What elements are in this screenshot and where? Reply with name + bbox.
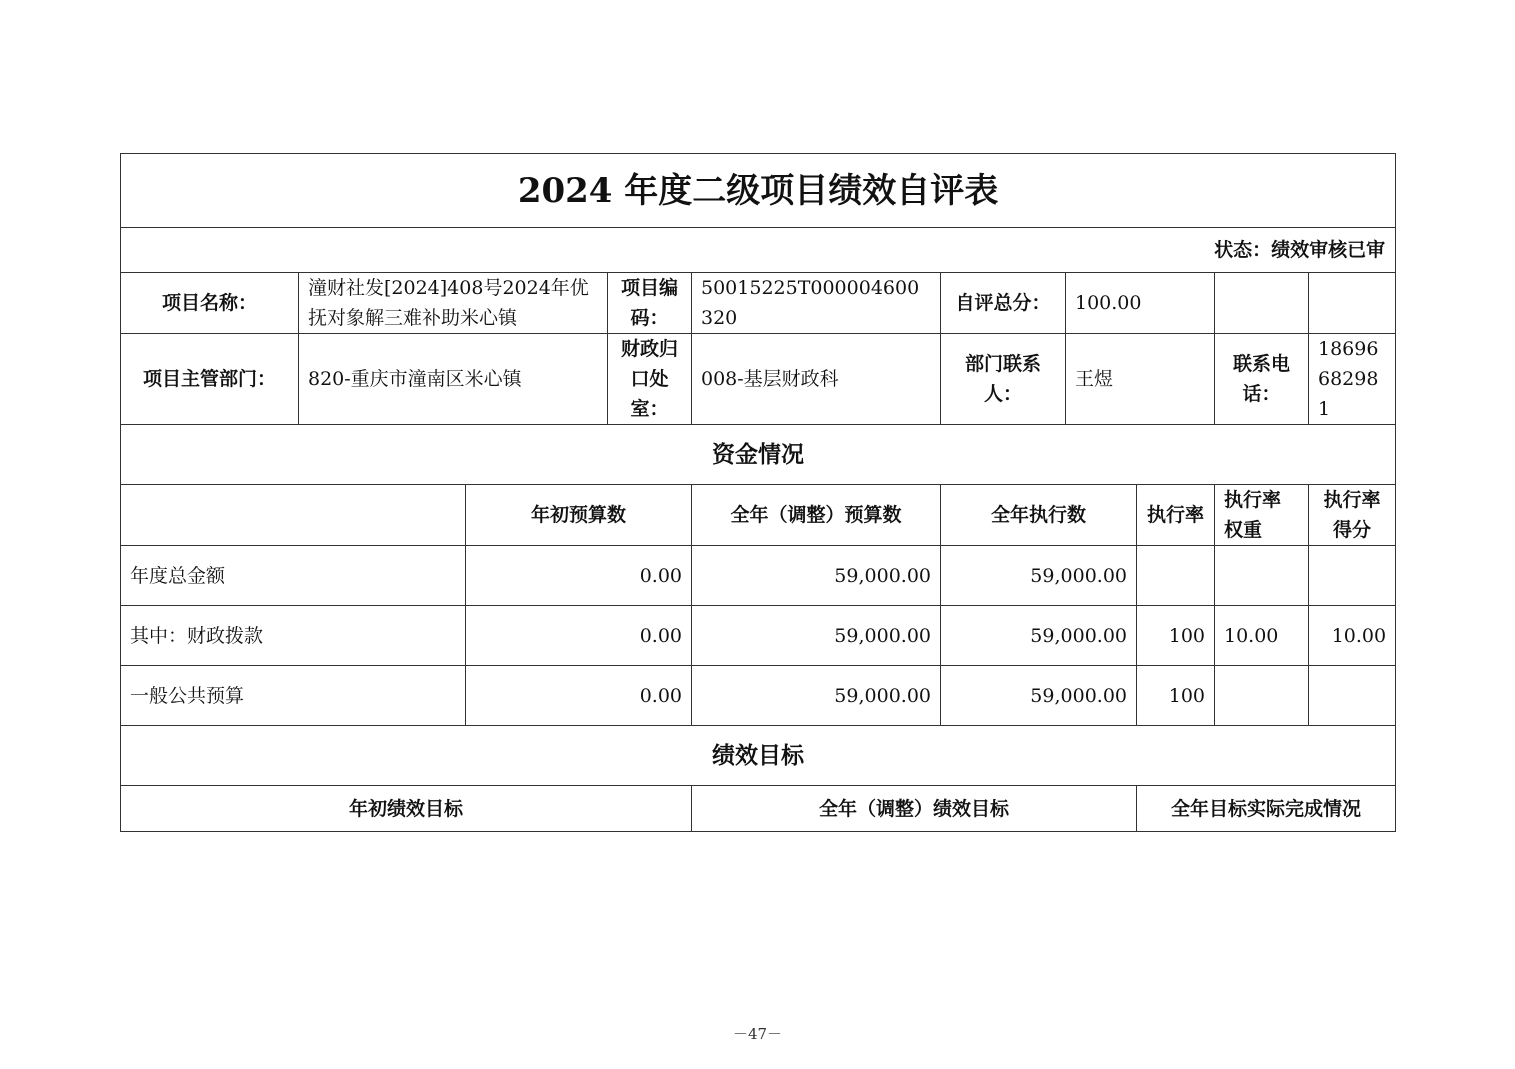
fund-row-adjusted: 59,000.00 <box>692 546 941 606</box>
evaluation-form <box>120 153 1395 832</box>
project-code-value: 50015225T000004600320 <box>692 273 941 334</box>
fund-header-blank <box>121 485 466 546</box>
project-code-label: 项目编码： <box>608 273 692 334</box>
score-label: 自评总分： <box>941 273 1066 334</box>
dept-value: 820-重庆市潼南区米心镇 <box>299 334 608 425</box>
fund-row-executed: 59,000.00 <box>941 606 1137 666</box>
fund-row-score <box>1309 666 1396 726</box>
funds-section-title: 资金情况 <box>121 425 1396 485</box>
phone-label: 联系电话： <box>1215 334 1309 425</box>
fund-row-initial: 0.00 <box>466 546 692 606</box>
fund-header-adjusted: 全年（调整）预算数 <box>692 485 941 546</box>
empty-cell <box>1215 273 1309 334</box>
fund-row-adjusted: 59,000.00 <box>692 606 941 666</box>
fund-row-rate: 100 <box>1137 666 1215 726</box>
target-header-initial: 年初绩效目标 <box>121 786 692 832</box>
fund-row <box>121 666 1396 726</box>
target-header-actual: 全年目标实际完成情况 <box>1137 786 1396 832</box>
fund-row-executed: 59,000.00 <box>941 546 1137 606</box>
fund-row <box>121 546 1396 606</box>
fund-row-weight <box>1215 666 1309 726</box>
fund-row-executed: 59,000.00 <box>941 666 1137 726</box>
fund-row-adjusted: 59,000.00 <box>692 666 941 726</box>
phone-value: 18696682981 <box>1309 334 1396 425</box>
project-name-label: 项目名称： <box>121 273 299 334</box>
contact-value: 王煜 <box>1066 334 1215 425</box>
target-header-adjusted: 全年（调整）绩效目标 <box>692 786 1137 832</box>
contact-label: 部门联系人： <box>941 334 1066 425</box>
project-name-value: 潼财社发[2024]408号2024年优抚对象解三难补助米心镇 <box>299 273 608 334</box>
status-text: 状态：绩效审核已审 <box>121 228 1396 273</box>
fund-header-score: 执行率得分 <box>1309 485 1396 546</box>
fund-row-label: 一般公共预算 <box>121 666 466 726</box>
fund-header-executed: 全年执行数 <box>941 485 1137 546</box>
form-title: 2024 年度二级项目绩效自评表 <box>121 154 1396 228</box>
fund-row-rate <box>1137 546 1215 606</box>
fund-header-rate: 执行率 <box>1137 485 1215 546</box>
fund-row <box>121 606 1396 666</box>
score-value: 100.00 <box>1066 273 1215 334</box>
fund-row-initial: 0.00 <box>466 666 692 726</box>
finance-office-value: 008-基层财政科 <box>692 334 941 425</box>
fund-row-score <box>1309 546 1396 606</box>
fund-header-weight: 执行率权重 <box>1215 485 1309 546</box>
evaluation-table <box>120 153 1396 832</box>
dept-label: 项目主管部门： <box>121 334 299 425</box>
targets-section-title: 绩效目标 <box>121 726 1396 786</box>
fund-row-weight <box>1215 546 1309 606</box>
fund-row-score: 10.00 <box>1309 606 1396 666</box>
finance-office-label: 财政归口处室： <box>608 334 692 425</box>
empty-cell <box>1309 273 1396 334</box>
fund-row-weight: 10.00 <box>1215 606 1309 666</box>
fund-row-rate: 100 <box>1137 606 1215 666</box>
fund-row-initial: 0.00 <box>466 606 692 666</box>
page-number: －47－ <box>732 1025 783 1043</box>
fund-row-label: 其中：财政拨款 <box>121 606 466 666</box>
fund-header-initial: 年初预算数 <box>466 485 692 546</box>
fund-row-label: 年度总金额 <box>121 546 466 606</box>
